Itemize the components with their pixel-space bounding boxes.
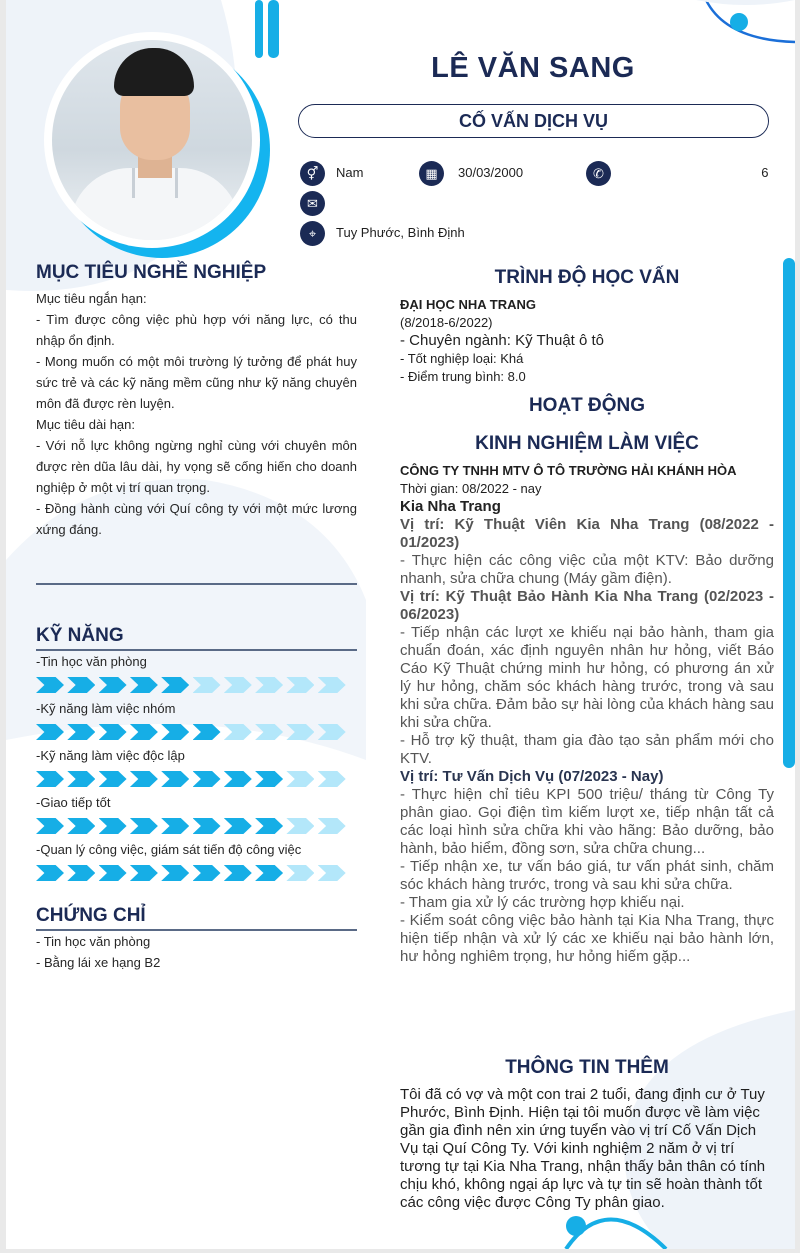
branch-name: Kia Nha Trang xyxy=(400,498,501,515)
certificates-list xyxy=(36,931,357,973)
additional-text: Tôi đã có vợ và một con trai 2 tuổi, đang định cư ở Tuy Phước, Bình Định. Hiện tại tôi muốn được về làm việc gần gia đình nên xin ứng tuyển vào vị trí Cố Vấn Dịch Vụ tại Quí Công Ty. Với kinh nghiệm 2 năm ở vị trí tương tự tại Kia Nha Trang, nhận thấy bản thân có tính chịu khó, không ngại áp lực và tự tin sẽ hoàn thành tốt các công việc được Công Ty phân giao. xyxy=(400,1086,766,1211)
phone-value: 6 xyxy=(624,165,769,180)
certificate-item: - Tin học văn phòng xyxy=(36,934,151,949)
education-major: - Chuyên ngành: Kỹ Thuật ô tô xyxy=(400,332,605,349)
role-bullet: - Tiếp nhận xe, tư vấn báo giá, tư vấn phát sinh, chăm sóc khách hàng trước, trong và sau khi sửa chữa. xyxy=(400,858,774,893)
skill-label: -Giao tiếp tốt xyxy=(36,795,111,810)
job-title-pill: CỐ VẤN DỊCH VỤ xyxy=(298,104,769,138)
objective-line: Mục tiêu dài hạn: xyxy=(36,417,136,432)
candidate-name: LÊ VĂN SANG xyxy=(431,52,635,84)
location-icon: ⌖ xyxy=(300,221,325,246)
role-bullet: - Thực hiện chỉ tiêu KPI 500 triệu/ tháng từ Công Ty phân giao. Gọi điện tìm kiếm lượt xe, tiếp nhận tất cả các loại hình sửa chữa khi vào hãng: Bảo dưỡng, bảo hành, bảo hiểm, đồng sơn, sửa chữa chung... xyxy=(400,786,774,857)
skill-label: -Kỹ năng làm việc độc lập xyxy=(36,748,185,763)
additional-title: THÔNG TIN THÊM xyxy=(505,1057,669,1078)
education-title: TRÌNH ĐỘ HỌC VẤN xyxy=(494,267,680,288)
activities-title: HOẠT ĐỘNG xyxy=(528,395,646,416)
skill-label: -Quan lý công việc, giám sát tiến độ công việc xyxy=(36,842,302,857)
company-name: CÔNG TY TNHH MTV Ô TÔ TRƯỜNG HẢI KHÁNH HÒA xyxy=(400,463,737,478)
gender-value: Nam xyxy=(336,165,364,180)
avatar xyxy=(52,40,252,240)
objective-line: - Tìm được công việc phù hợp với năng lực, có thu nhập ổn định. xyxy=(36,312,357,348)
objective-title: MỤC TIÊU NGHỀ NGHIỆP xyxy=(36,262,267,283)
certificate-item: - Bằng lái xe hạng B2 xyxy=(36,955,161,970)
role-bullet: - Tiếp nhận các lượt xe khiếu nại bảo hành, tham gia chuẩn đoán, xác định nguyên nhân hư hỏng, viết Báo Cáo Kỹ Thuật chứng minh hư hỏng, có phương án xử lý hư hỏng, chăm sóc khách hàng trước, trong và sau khi sửa chữa. Đảm bảo sự hài lòng của khách hàng sau khi sửa chữa. xyxy=(400,624,774,731)
education-period: (8/2018-6/2022) xyxy=(400,315,493,330)
experience-body xyxy=(400,498,774,966)
objective-line: Mục tiêu ngắn hạn: xyxy=(36,291,147,306)
education-gpa: - Điểm trung bình: 8.0 xyxy=(400,369,526,384)
role-bullet: - Thực hiện các công việc của một KTV: Bảo dưỡng nhanh, sửa chữa chung (Máy gầm điện). xyxy=(400,552,774,587)
certificates-title: CHỨNG CHỈ xyxy=(36,905,146,926)
role-title: Vị trí: Kỹ Thuật Bảo Hành Kia Nha Trang (02/2023 - 06/2023) xyxy=(400,588,774,623)
role-title: Vị trí: Tư Vấn Dịch Vụ (07/2023 - Nay) xyxy=(400,768,664,785)
role-bullet: - Tham gia xử lý các trường hợp khiếu nại. xyxy=(400,894,685,911)
profile-photo xyxy=(44,32,262,250)
divider xyxy=(36,583,357,585)
gender-icon: ⚥ xyxy=(300,161,325,186)
objective-line: - Với nỗ lực không ngừng nghỉ cùng với chuyên môn được rèn dũa lâu dài, hy vọng sẽ cống hiến cho doanh nghiệp ở một vị trí quan trọng. xyxy=(36,438,357,495)
phone-icon: ✆ xyxy=(586,161,611,186)
skill-label: -Kỹ năng làm việc nhóm xyxy=(36,701,176,716)
role-title: Vị trí: Kỹ Thuật Viên Kia Nha Trang (08/2022 - 01/2023) xyxy=(400,516,774,551)
skill-label: -Tin học văn phòng xyxy=(36,654,147,669)
role-bullet: - Kiểm soát công việc bảo hành tại Kia Nha Trang, thực hiện tiếp nhận và xử lý các xe khiếu nại bảo hành lớn, hư hỏng nghiêm trọng, hư hỏng hiếm gặp... xyxy=(400,912,774,965)
experience-time: Thời gian: 08/2022 - nay xyxy=(400,481,542,496)
objective-line: - Mong muốn có một môi trường lý tưởng để phát huy sức trẻ và các kỹ năng mềm cũng như kỹ năng chuyên môn đã được rèn luyện. xyxy=(36,354,357,411)
education-grade: - Tốt nghiệp loại: Khá xyxy=(400,351,524,366)
cv-page xyxy=(6,0,795,1249)
school-name: ĐẠI HỌC NHA TRANG xyxy=(400,297,537,312)
skills-title: KỸ NĂNG xyxy=(36,625,124,646)
calendar-icon: ▦ xyxy=(419,161,444,186)
address-value: Tuy Phước, Bình Định xyxy=(336,225,465,240)
role-bullet: - Hỗ trợ kỹ thuật, tham gia đào tạo sản phẩm mới cho KTV. xyxy=(400,732,774,767)
objective-body xyxy=(36,288,357,540)
birthdate-value: 30/03/2000 xyxy=(458,165,524,180)
objective-line: - Đồng hành cùng với Quí công ty với một mức lương xứng đáng. xyxy=(36,501,357,537)
divider xyxy=(36,649,357,651)
experience-title: KINH NGHIỆM LÀM VIỆC xyxy=(475,433,699,454)
mail-icon: ✉ xyxy=(300,191,325,216)
